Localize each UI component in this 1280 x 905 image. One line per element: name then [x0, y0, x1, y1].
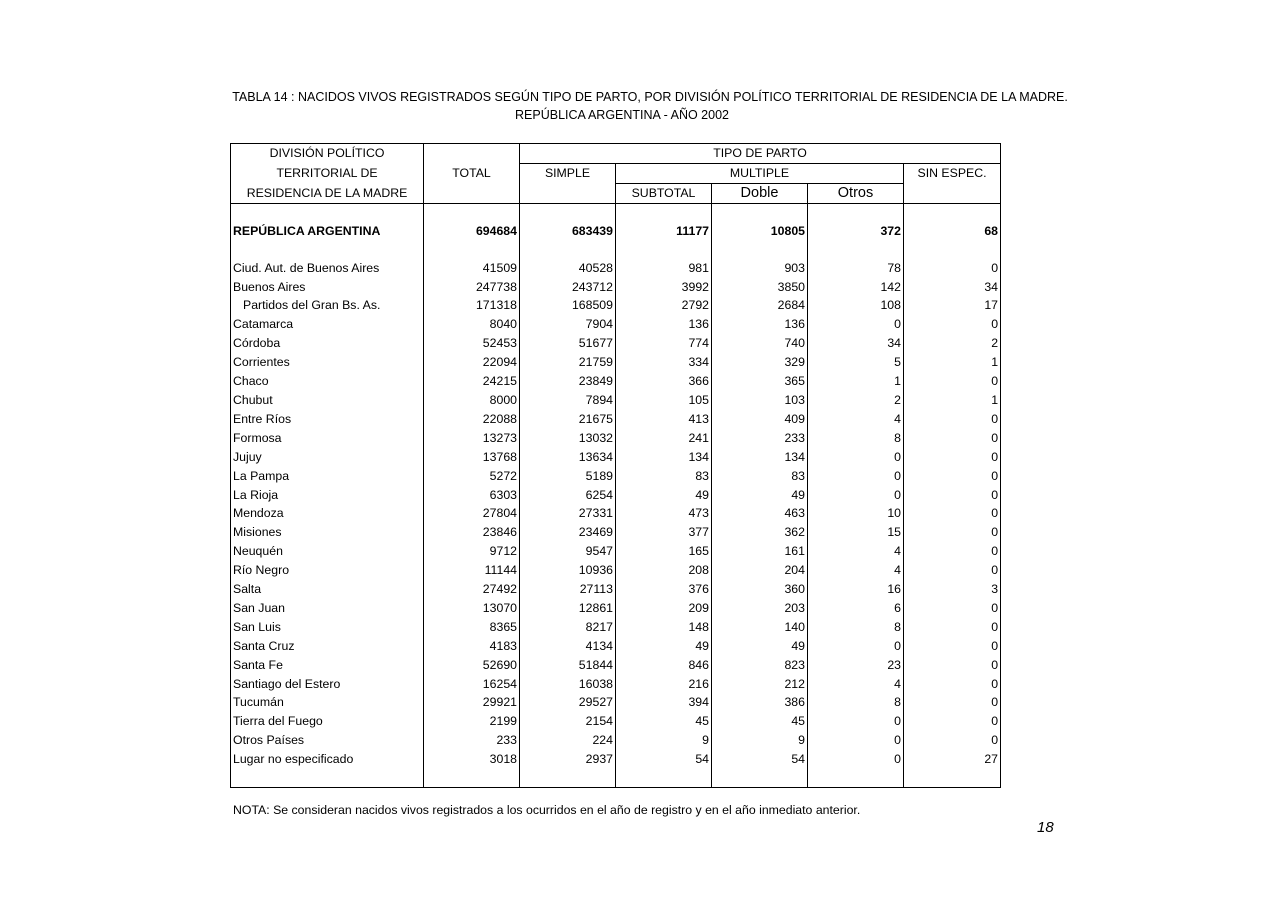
row-value: 10	[808, 504, 904, 523]
table-row	[231, 580, 1001, 599]
row-value: 105	[616, 391, 712, 410]
row-value: 0	[904, 637, 1001, 656]
row-value: 0	[904, 693, 1001, 712]
row-value: 9547	[520, 542, 616, 561]
row-label: Misiones	[231, 523, 424, 542]
row-label: Corrientes	[231, 353, 424, 372]
row-label: Río Negro	[231, 561, 424, 580]
header-sin-espec: SIN ESPEC.	[904, 163, 1001, 183]
row-value: 4	[808, 675, 904, 694]
row-value: 0	[904, 712, 1001, 731]
row-value: 4	[808, 410, 904, 429]
row-value: 168509	[520, 296, 616, 315]
row-value: 376	[616, 580, 712, 599]
row-value: 0	[904, 448, 1001, 467]
row-value: 334	[616, 353, 712, 372]
row-value: 2199	[424, 712, 520, 731]
row-value: 1	[808, 372, 904, 391]
row-value: 0	[904, 315, 1001, 334]
row-value: 8	[808, 693, 904, 712]
row-value: 0	[808, 315, 904, 334]
row-value: 13768	[424, 448, 520, 467]
row-value: 233	[712, 429, 808, 448]
row-value: 54	[616, 750, 712, 769]
row-value: 208	[616, 561, 712, 580]
row-label: Lugar no especificado	[231, 750, 424, 769]
table-row	[231, 429, 1001, 448]
row-label: Neuquén	[231, 542, 424, 561]
row-label: Buenos Aires	[231, 278, 424, 297]
row-label: San Juan	[231, 599, 424, 618]
row-value: 24215	[424, 372, 520, 391]
row-value: 108	[808, 296, 904, 315]
row-value: 740	[712, 334, 808, 353]
row-value: 10805	[712, 222, 808, 241]
row-value: 21675	[520, 410, 616, 429]
row-value: 362	[712, 523, 808, 542]
row-label: Salta	[231, 580, 424, 599]
table-title: TABLA 14 : NACIDOS VIVOS REGISTRADOS SEGÚN TIPO DE PARTO, POR DIVISIÓN POLÍTICO TERRITORIAL DE RESIDENCIA DE LA MADRE.	[232, 90, 1068, 104]
row-value: 0	[808, 712, 904, 731]
total-row	[231, 222, 1001, 241]
row-value: 52690	[424, 656, 520, 675]
row-value: 409	[712, 410, 808, 429]
row-value: 0	[808, 486, 904, 505]
row-value: 8040	[424, 315, 520, 334]
row-value: 0	[904, 542, 1001, 561]
table-row	[231, 731, 1001, 750]
row-value: 136	[712, 315, 808, 334]
row-value: 473	[616, 504, 712, 523]
row-value: 3992	[616, 278, 712, 297]
row-value: 774	[616, 334, 712, 353]
header-subtotal: SUBTOTAL	[616, 183, 712, 203]
row-label: San Luis	[231, 618, 424, 637]
row-value: 0	[904, 372, 1001, 391]
row-value: 203	[712, 599, 808, 618]
table-row	[231, 712, 1001, 731]
row-value: 27492	[424, 580, 520, 599]
row-value: 34	[904, 278, 1001, 297]
row-value: 21759	[520, 353, 616, 372]
header-multiple: MULTIPLE	[616, 163, 904, 183]
row-value: 29921	[424, 693, 520, 712]
row-value: 34	[808, 334, 904, 353]
table-row	[231, 656, 1001, 675]
row-value: 83	[616, 467, 712, 486]
header-division-2: TERRITORIAL DE	[231, 163, 424, 183]
row-value: 13634	[520, 448, 616, 467]
row-value: 45	[616, 712, 712, 731]
table-row	[231, 410, 1001, 429]
row-value: 161	[712, 542, 808, 561]
row-value: 0	[904, 486, 1001, 505]
row-value: 2	[808, 391, 904, 410]
row-value: 0	[904, 656, 1001, 675]
row-value: 8217	[520, 618, 616, 637]
row-value: 4	[808, 542, 904, 561]
row-value: 0	[904, 599, 1001, 618]
row-value: 823	[712, 656, 808, 675]
row-value: 171318	[424, 296, 520, 315]
row-value: 23849	[520, 372, 616, 391]
row-value: 0	[808, 750, 904, 769]
table-row	[231, 259, 1001, 278]
header-division-3: RESIDENCIA DE LA MADRE	[231, 183, 424, 203]
row-value: 0	[904, 675, 1001, 694]
row-value: 78	[808, 259, 904, 278]
row-label: Tierra del Fuego	[231, 712, 424, 731]
row-value: 15	[808, 523, 904, 542]
row-value: 49	[616, 486, 712, 505]
row-value: 8365	[424, 618, 520, 637]
row-value: 148	[616, 618, 712, 637]
row-value: 16	[808, 580, 904, 599]
row-value: 224	[520, 731, 616, 750]
row-value: 23846	[424, 523, 520, 542]
row-value: 372	[808, 222, 904, 241]
row-value: 9712	[424, 542, 520, 561]
row-value: 27113	[520, 580, 616, 599]
header-division-1: DIVISIÓN POLÍTICO	[231, 144, 424, 164]
table-subtitle: REPÚBLICA ARGENTINA - AÑO 2002	[515, 108, 729, 122]
table-row	[231, 750, 1001, 769]
table-row	[231, 542, 1001, 561]
row-value: 17	[904, 296, 1001, 315]
row-label: Partidos del Gran Bs. As.	[231, 296, 424, 315]
row-value: 29527	[520, 693, 616, 712]
table-row	[231, 391, 1001, 410]
row-label: Chaco	[231, 372, 424, 391]
row-label: Entre Ríos	[231, 410, 424, 429]
row-value: 142	[808, 278, 904, 297]
table-row	[231, 523, 1001, 542]
row-value: 23469	[520, 523, 616, 542]
header-tipo-parto: TIPO DE PARTO	[520, 144, 1001, 164]
row-value: 1	[904, 353, 1001, 372]
births-table	[230, 143, 1001, 788]
row-value: 27331	[520, 504, 616, 523]
row-value: 16038	[520, 675, 616, 694]
row-value: 134	[712, 448, 808, 467]
row-value: 41509	[424, 259, 520, 278]
row-value: 22094	[424, 353, 520, 372]
table-row	[231, 278, 1001, 297]
table-row	[231, 599, 1001, 618]
row-value: 11177	[616, 222, 712, 241]
page-number: 18	[1037, 819, 1054, 836]
row-value: 22088	[424, 410, 520, 429]
row-value: 0	[904, 504, 1001, 523]
row-value: 981	[616, 259, 712, 278]
row-value: 49	[712, 637, 808, 656]
row-value: 3	[904, 580, 1001, 599]
table-row	[231, 561, 1001, 580]
header-otros: Otros	[808, 183, 904, 203]
row-value: 7904	[520, 315, 616, 334]
table-row	[231, 296, 1001, 315]
row-value: 136	[616, 315, 712, 334]
table-row	[231, 353, 1001, 372]
row-value: 27804	[424, 504, 520, 523]
row-value: 329	[712, 353, 808, 372]
row-value: 4134	[520, 637, 616, 656]
row-label: Córdoba	[231, 334, 424, 353]
row-value: 5189	[520, 467, 616, 486]
row-value: 13032	[520, 429, 616, 448]
row-value: 463	[712, 504, 808, 523]
row-value: 6	[808, 599, 904, 618]
row-value: 683439	[520, 222, 616, 241]
table-row	[231, 315, 1001, 334]
row-label: Santa Cruz	[231, 637, 424, 656]
row-value: 247738	[424, 278, 520, 297]
row-value: 2	[904, 334, 1001, 353]
row-value: 54	[712, 750, 808, 769]
row-value: 0	[904, 410, 1001, 429]
row-label: Ciud. Aut. de Buenos Aires	[231, 259, 424, 278]
row-value: 386	[712, 693, 808, 712]
row-value: 209	[616, 599, 712, 618]
header-doble: Doble	[712, 183, 808, 203]
row-value: 0	[904, 523, 1001, 542]
row-value: 45	[712, 712, 808, 731]
row-value: 360	[712, 580, 808, 599]
row-label: La Pampa	[231, 467, 424, 486]
header-simple: SIMPLE	[520, 163, 616, 183]
row-value: 8000	[424, 391, 520, 410]
row-value: 0	[904, 618, 1001, 637]
row-value: 11144	[424, 561, 520, 580]
row-value: 216	[616, 675, 712, 694]
row-value: 233	[424, 731, 520, 750]
row-label: Formosa	[231, 429, 424, 448]
row-value: 366	[616, 372, 712, 391]
row-value: 13070	[424, 599, 520, 618]
row-value: 49	[712, 486, 808, 505]
table-row	[231, 637, 1001, 656]
row-value: 6254	[520, 486, 616, 505]
row-value: 5	[808, 353, 904, 372]
header-total: TOTAL	[424, 163, 520, 183]
row-value: 51677	[520, 334, 616, 353]
table-note: NOTA: Se consideran nacidos vivos registrados a los ocurridos en el año de registro y en el año inmediato anterior.	[233, 803, 861, 817]
row-value: 694684	[424, 222, 520, 241]
row-value: 0	[904, 731, 1001, 750]
row-value: 365	[712, 372, 808, 391]
table-row	[231, 618, 1001, 637]
row-label: Jujuy	[231, 448, 424, 467]
table-row	[231, 372, 1001, 391]
row-label: Catamarca	[231, 315, 424, 334]
row-value: 140	[712, 618, 808, 637]
row-value: 5272	[424, 467, 520, 486]
row-value: 51844	[520, 656, 616, 675]
row-value: 212	[712, 675, 808, 694]
row-value: 1	[904, 391, 1001, 410]
row-value: 52453	[424, 334, 520, 353]
row-value: 23	[808, 656, 904, 675]
row-value: 12861	[520, 599, 616, 618]
row-value: 241	[616, 429, 712, 448]
row-value: 2792	[616, 296, 712, 315]
row-value: 0	[808, 467, 904, 486]
row-value: 7894	[520, 391, 616, 410]
row-value: 165	[616, 542, 712, 561]
row-value: 103	[712, 391, 808, 410]
row-value: 3850	[712, 278, 808, 297]
table-row	[231, 334, 1001, 353]
row-value: 3018	[424, 750, 520, 769]
row-value: 6303	[424, 486, 520, 505]
row-value: 40528	[520, 259, 616, 278]
row-value: 8	[808, 618, 904, 637]
row-value: 0	[808, 637, 904, 656]
row-label: REPÚBLICA ARGENTINA	[231, 222, 424, 241]
row-value: 0	[904, 467, 1001, 486]
row-value: 10936	[520, 561, 616, 580]
row-value: 134	[616, 448, 712, 467]
row-value: 83	[712, 467, 808, 486]
row-value: 394	[616, 693, 712, 712]
row-value: 0	[904, 561, 1001, 580]
row-value: 9	[616, 731, 712, 750]
row-value: 0	[904, 259, 1001, 278]
row-value: 4183	[424, 637, 520, 656]
row-value: 903	[712, 259, 808, 278]
row-value: 2154	[520, 712, 616, 731]
row-label: La Rioja	[231, 486, 424, 505]
row-value: 2684	[712, 296, 808, 315]
row-value: 0	[808, 448, 904, 467]
row-value: 846	[616, 656, 712, 675]
row-value: 204	[712, 561, 808, 580]
row-value: 13273	[424, 429, 520, 448]
row-value: 9	[712, 731, 808, 750]
row-value: 4	[808, 561, 904, 580]
row-label: Santiago del Estero	[231, 675, 424, 694]
row-value: 49	[616, 637, 712, 656]
row-value: 68	[904, 222, 1001, 241]
row-value: 377	[616, 523, 712, 542]
row-value: 2937	[520, 750, 616, 769]
table-row	[231, 675, 1001, 694]
row-label: Chubut	[231, 391, 424, 410]
row-value: 8	[808, 429, 904, 448]
row-value: 16254	[424, 675, 520, 694]
table-row	[231, 693, 1001, 712]
row-value: 413	[616, 410, 712, 429]
row-value: 27	[904, 750, 1001, 769]
table-row	[231, 504, 1001, 523]
table-row	[231, 448, 1001, 467]
row-label: Tucumán	[231, 693, 424, 712]
row-value: 243712	[520, 278, 616, 297]
table-row	[231, 467, 1001, 486]
table-row	[231, 486, 1001, 505]
row-label: Santa Fe	[231, 656, 424, 675]
row-value: 0	[808, 731, 904, 750]
row-value: 0	[904, 429, 1001, 448]
row-label: Otros Países	[231, 731, 424, 750]
row-label: Mendoza	[231, 504, 424, 523]
